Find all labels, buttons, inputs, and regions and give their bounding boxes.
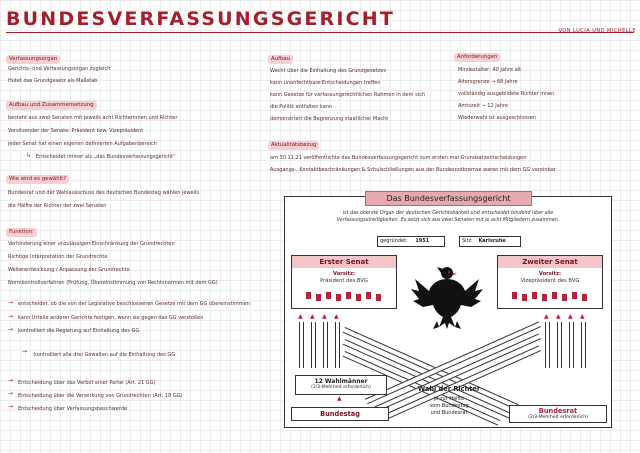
zweiter-senat-heading: Zweiter Senat xyxy=(498,256,602,268)
text-line: Weiterentwicklung / Anpassung der Grundrechte xyxy=(8,267,130,273)
judge-seat xyxy=(552,292,557,299)
text-line: Entscheidet immer als „das Bundesverfassungsgericht“ xyxy=(36,154,176,160)
seat-box xyxy=(459,236,521,247)
text-line: demonstriert die Begrenzung staatlicher Macht xyxy=(270,116,389,122)
heading-anforderungen: Anforderungen xyxy=(454,53,500,62)
heading-gewaehlt: Wie wird es gewählt? xyxy=(6,175,69,184)
wahl-note: je zur Hälfte xyxy=(433,396,465,402)
wahl-note: vom Bundestag xyxy=(429,403,469,409)
text-line: die Hälfte der Richter der zwei Senaten xyxy=(8,203,107,209)
connector-line xyxy=(581,322,586,368)
judge-seat xyxy=(572,292,577,299)
erster-vorsitz-value: Präsident des BVG xyxy=(320,278,368,284)
seat-label: Sitz: xyxy=(462,238,473,244)
judge-seat xyxy=(522,294,527,301)
heading-aufbau-zusammensetzung: Aufbau und Zusammensetzung xyxy=(6,101,97,110)
text-line: kann unanfechtbare Entscheidungen treffen xyxy=(270,80,381,86)
diagram-title: Das Bundesverfassungsgericht xyxy=(365,191,532,206)
connector-line xyxy=(335,322,340,368)
arrow-icon: → xyxy=(8,326,14,333)
text-line: vollständig ausgebildete Richter innen xyxy=(458,91,555,97)
text-line: Entscheidung über das Verbot einer Partei (Art. 21 GG) xyxy=(18,380,156,386)
bundesrat-box xyxy=(509,405,607,423)
arrow-up-icon: ▲ xyxy=(322,313,327,320)
connector-line xyxy=(311,322,316,368)
text-line: Hütet das Grundgesetz als Maßstab xyxy=(8,78,98,84)
founded-label: gegründet: xyxy=(380,238,408,244)
wahlmaenner-label: 12 Wahlmänner xyxy=(314,378,368,385)
judge-seat xyxy=(366,292,371,299)
text-line: besteht aus zwei Senaten mit jeweils acht Richterinnen und Richter xyxy=(8,115,178,121)
judge-seat xyxy=(316,294,321,301)
judge-seat xyxy=(376,294,381,301)
arrow-up-icon: ▲ xyxy=(337,395,342,402)
arrow-up-icon: ▲ xyxy=(544,313,549,320)
connector-line xyxy=(323,322,328,368)
erster-vorsitz-label: Vorsitz: xyxy=(332,271,356,277)
bundesrat-label: Bundesrat xyxy=(538,407,578,415)
title-underline xyxy=(6,32,634,33)
judge-seat xyxy=(542,294,547,301)
wahlmaenner-box xyxy=(295,375,387,395)
text-line: Verhinderung einer unzulässigen Einschränkung der Grundrechten xyxy=(8,241,175,247)
judge-seat xyxy=(356,294,361,301)
text-line: Mindestalter: 40 Jahre alt xyxy=(458,67,522,73)
erster-senat-heading: Erster Senat xyxy=(292,256,396,268)
diagram-description: Verfassungsstreitigkeiten. Es setzt sich aus zwei Senaten mit je acht Mitgliedern zusammen. xyxy=(336,218,560,223)
arrow-icon: → xyxy=(8,403,14,410)
arrow-up-icon: ▲ xyxy=(556,313,561,320)
text-line: Normkontrollverfahren (Prüfung, Übereinstimmung von Rechtsnormen mit dem GG) xyxy=(8,280,218,286)
arrow-up-icon: ▲ xyxy=(334,313,339,320)
arrow-up-icon: ▲ xyxy=(580,313,585,320)
judge-seat xyxy=(532,292,537,299)
zweiter-vorsitz-value: Vizepräsident des BVG xyxy=(520,278,580,284)
text-line: entscheidet, ob die von der Legislative beschlossenen Gesetze mit dem GG übereinstimmen xyxy=(18,301,250,307)
text-line: kann Gesetze für verfassungsrechtlichen Rahmen in dem sich xyxy=(270,92,425,98)
connector-line xyxy=(569,322,574,368)
bundestag-box: Bundestag xyxy=(291,407,389,421)
erster-senat-box xyxy=(291,255,397,309)
heading-aktualitaetsbezug: Aktualitätsbezug xyxy=(268,141,319,150)
text-line: am 30.11.21 veröffentlichte das Bundesverfassungsgericht zum ersten mal Grundsatzentscheidungen xyxy=(270,155,527,161)
text-line: Vorsitzender der Senate: Präsident bzw. Vizepräsident xyxy=(8,128,144,134)
judge-seat xyxy=(562,294,567,301)
text-line: Wacht über die Einhaltung des Grundgesetzes xyxy=(270,68,386,74)
text-line: Altersgrenze → 68 Jahre xyxy=(458,79,518,85)
arrow-up-icon: ▲ xyxy=(568,313,573,320)
arrow-icon: ↳ xyxy=(26,152,32,159)
connector-line xyxy=(299,322,304,368)
text-line: Entscheidung über die Verwirkung von Grundrechten (Art. 18 GG) xyxy=(18,393,183,399)
arrow-icon: → xyxy=(22,348,28,355)
connector-line xyxy=(557,322,562,368)
text-line: Bundesrat und der Wahlausschuss des deutschen Bundestag wählen jeweils xyxy=(8,190,200,196)
arrow-up-icon: ▲ xyxy=(298,313,303,320)
zweiter-senat-box xyxy=(497,255,603,309)
arrow-icon: → xyxy=(8,377,14,384)
bundesadler-icon xyxy=(407,261,487,333)
seat-value: Karlsruhe xyxy=(478,238,506,244)
text-line: Amtszeit → 12 Jahre xyxy=(458,103,508,109)
arrow-icon: → xyxy=(8,313,14,320)
judge-seat xyxy=(306,292,311,299)
wahlmaenner-note: (2/3-Mehrheit erforderlich) xyxy=(311,385,371,390)
diagram-bundesverfassungsgericht xyxy=(284,196,612,428)
text-line: die Politik entfalten kann xyxy=(270,104,333,110)
judge-seat xyxy=(582,294,587,301)
connector-line xyxy=(545,322,550,368)
founded-value: 1951 xyxy=(415,238,430,244)
arrow-up-icon: ▲ xyxy=(310,313,315,320)
bundesrat-note: (2/3-Mehrheit erforderlich) xyxy=(528,415,588,420)
arrow-icon: → xyxy=(8,390,14,397)
wahl-note: und Bundesrat xyxy=(430,410,468,416)
text-line: Entscheidung über Verfassungsbeschwerde xyxy=(18,406,128,412)
text-line: kann Urteile anderer Gerichte festigen, wenn sie gegen das GG verstoßen xyxy=(18,315,204,321)
heading-aufbau: Aufbau xyxy=(268,55,293,64)
heading-funktion: Funktion: xyxy=(6,228,37,237)
text-line: Gerichts- und Verfassungsorgan zugleich xyxy=(8,66,111,72)
text-line: kontrolliert alle drei Gewalten auf die Einhaltung des GG xyxy=(34,352,176,358)
text-line: Ausgangs-, Kontaktbeschränkungen & Schulschließungen aus der Bundesnotbremse waren mit dem GG vereinbar xyxy=(270,167,556,173)
judge-seat xyxy=(512,292,517,299)
text-line: Wiederwahl ist ausgeschlossen xyxy=(458,115,536,121)
heading-verfassungsorgan: Verfassungsorgan xyxy=(6,55,60,64)
zweiter-vorsitz-label: Vorsitz: xyxy=(538,271,562,277)
judge-seat xyxy=(336,294,341,301)
judge-seat xyxy=(326,292,331,299)
authors: VON LUCIA UND MICHELLE xyxy=(558,28,636,34)
text-line: jeder Senat hat einen eigenen definierten Aufgabenbereich xyxy=(8,141,157,147)
page-title: BUNDESVERFASSUNGSGERICHT xyxy=(6,8,396,30)
judge-seat xyxy=(346,292,351,299)
diagram-description: ist das oberste Organ der deutschen Gerichtsbarkeit und entscheidet bindend über alle xyxy=(342,211,554,216)
text-line: kontrolliert die Regierung auf Einhaltung des GG xyxy=(18,328,140,334)
wahl-der-richter-title: Wahl der Richter xyxy=(417,385,481,393)
founded-box xyxy=(377,236,445,247)
text-line: Richtige Interpretation der Grundrechte xyxy=(8,254,108,260)
arrow-icon: → xyxy=(8,299,14,306)
